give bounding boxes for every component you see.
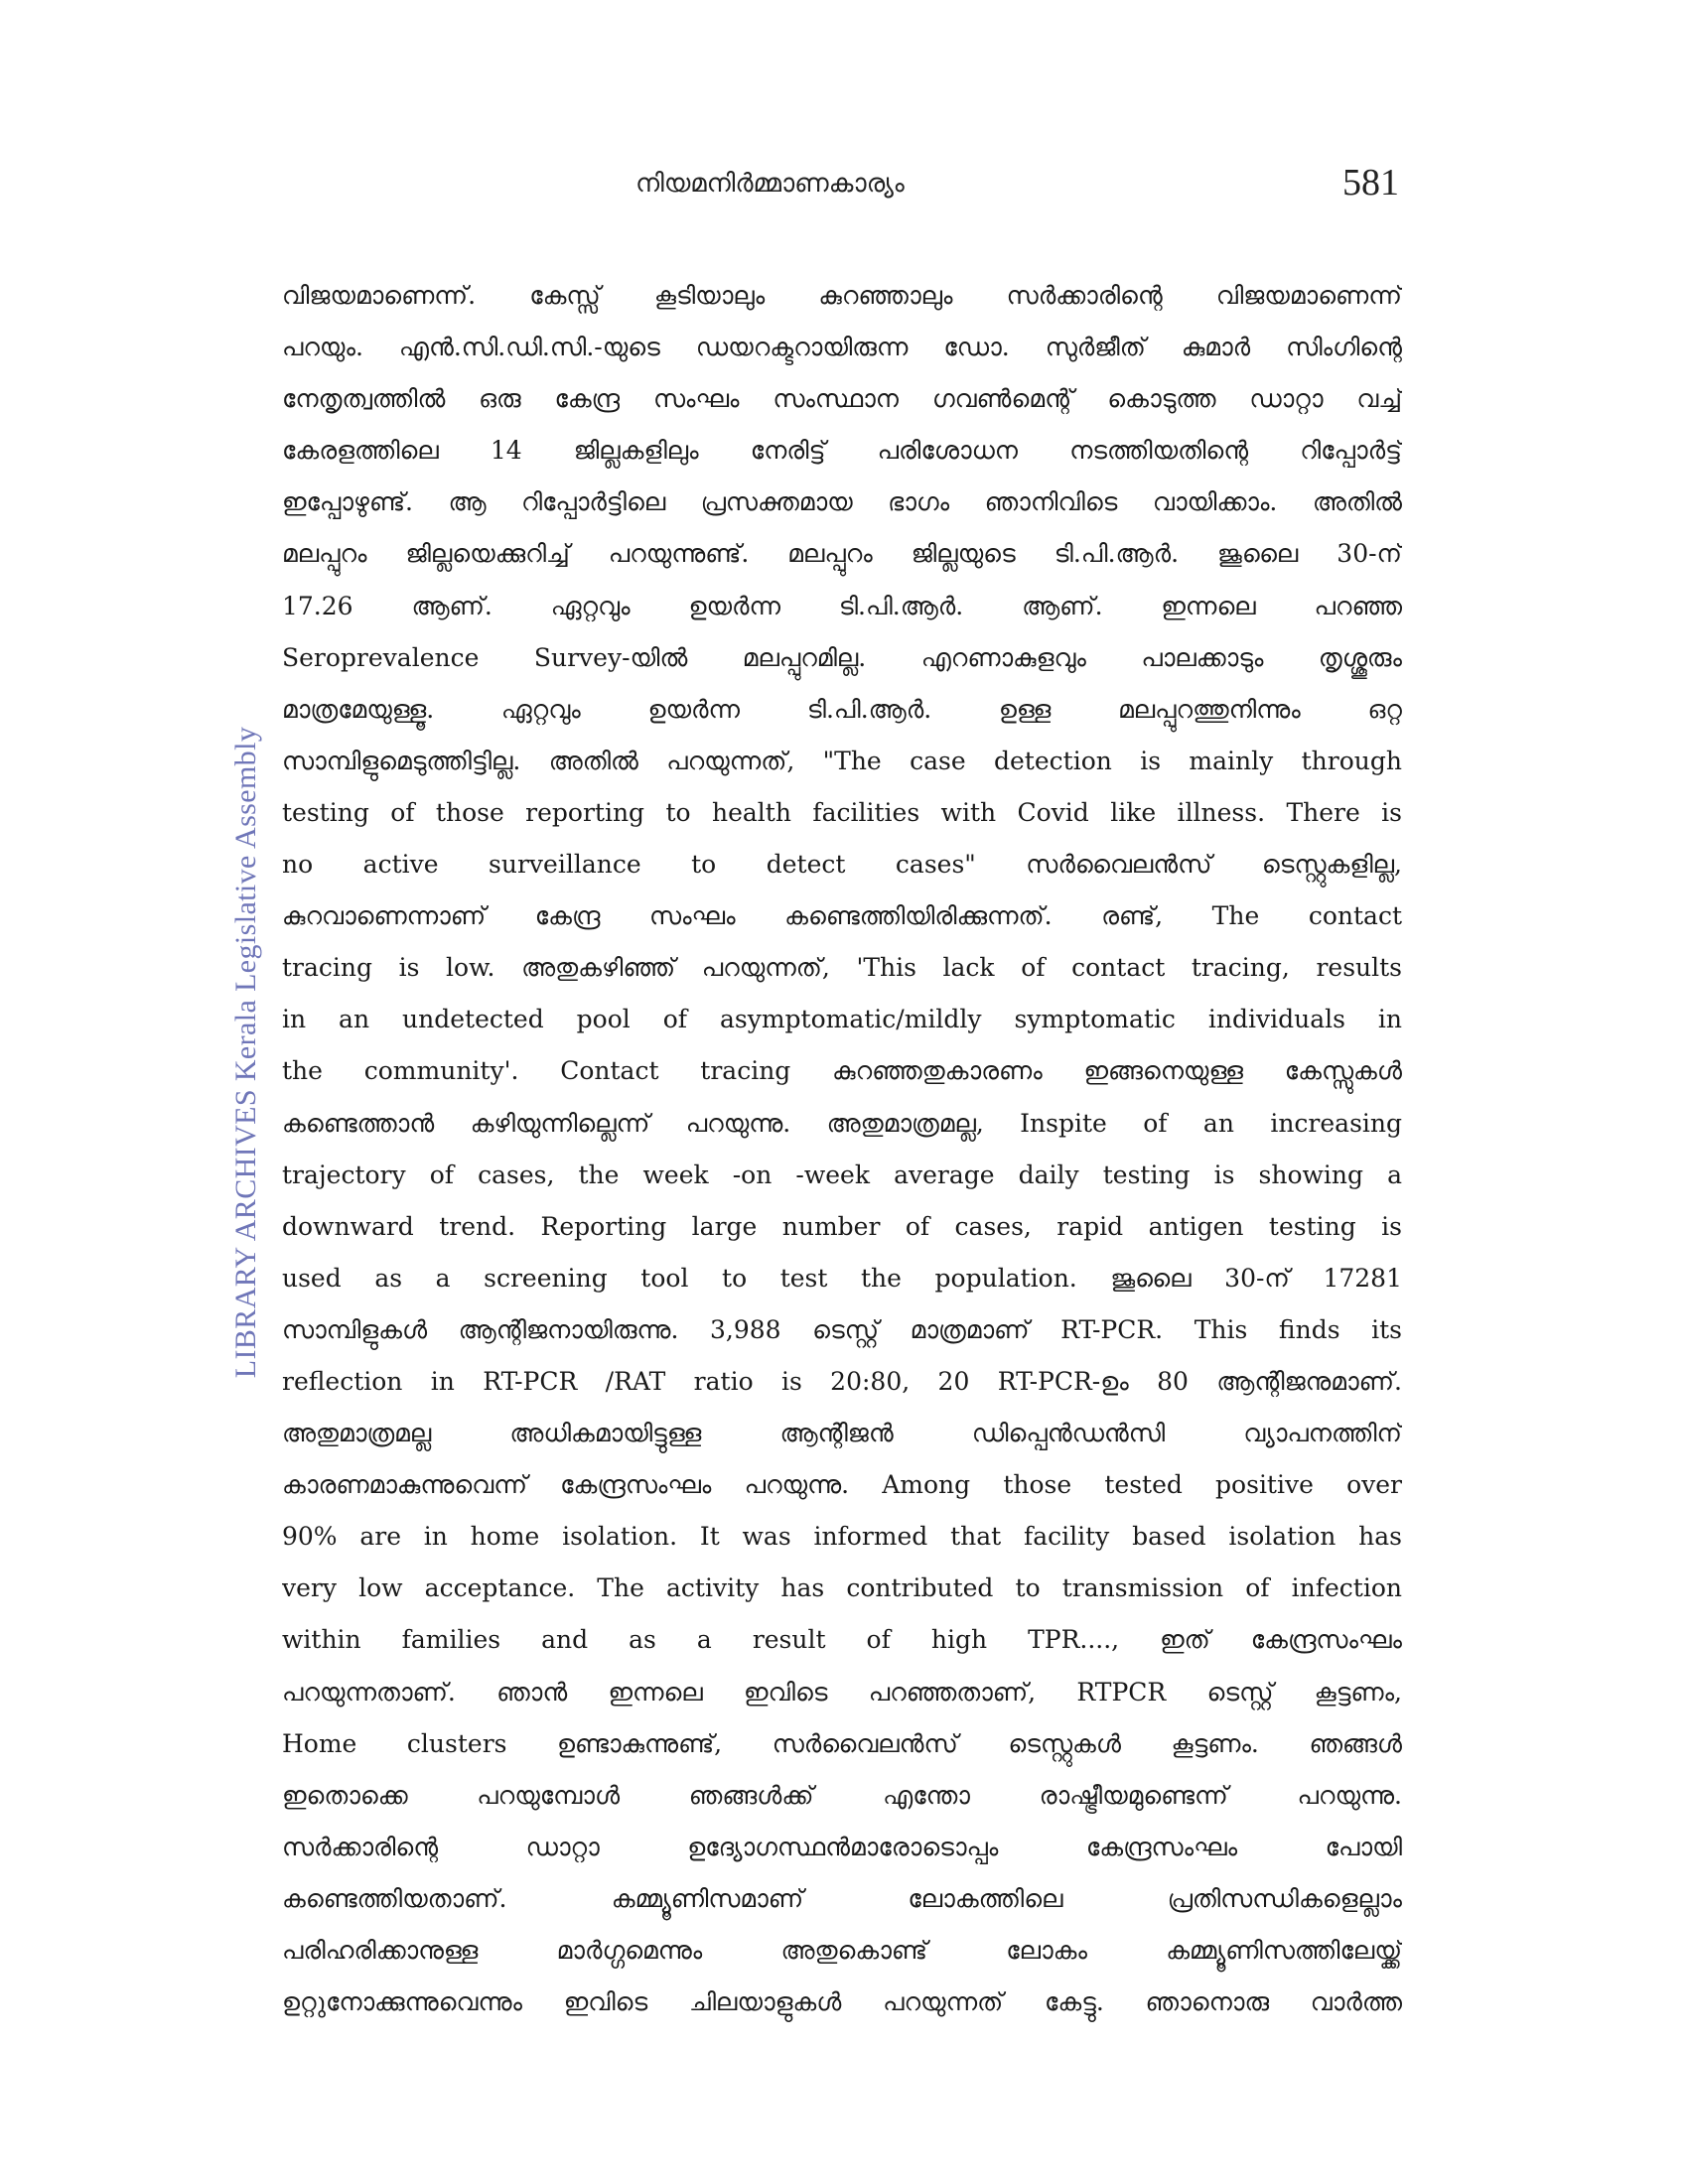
- text-line: നേതൃത്വത്തിൽ ഒരു കേന്ദ്ര സംഘം സംസ്ഥാന ഗവൺമെന്റ് കൊടുത്ത ഡാറ്റാ വച്ച്: [282, 384, 1402, 414]
- text-line: കുറവാണെന്നാണ് കേന്ദ്ര സംഘം കണ്ടെത്തിയിരിക്കുന്നത്. രണ്ട്, The contact: [282, 901, 1402, 931]
- text-line: പറയും. എൻ.സി.ഡി.സി.-യുടെ ഡയറക്ടറായിരുന്ന ഡോ. സുർജീത് കുമാർ സിംഗിന്റെ: [282, 333, 1402, 362]
- text-line: സർക്കാരിന്റെ ഡാറ്റാ ഉദ്യോഗസ്ഥൻമാരോടൊപ്പം കേന്ദ്രസംഘം പോയി: [282, 1832, 1402, 1861]
- text-line: 90% are in home isolation. It was informed that facility based isolation has: [282, 1522, 1402, 1552]
- text-line: കേരളത്തിലെ 14 ജില്ലകളിലും നേരിട്ട് പരിശോധന നടത്തിയതിന്റെ റിപ്പോർട്ട്: [282, 436, 1402, 466]
- text-line: tracing is low. അതുകഴിഞ്ഞ് പറയുന്നത്, 'This lack of contact tracing, results: [282, 953, 1402, 983]
- text-line: മാത്രമേയുള്ളൂ. ഏറ്റവും ഉയർന്ന ടി.പി.ആർ. ഉള്ള മലപ്പുറത്തുനിന്നും ഒറ്റ: [282, 694, 1402, 724]
- text-line: പരിഹരിക്കാനുള്ള മാർഗ്ഗമെന്നും അതുകൊണ്ട് ലോകം കമ്മ്യൂണിസത്തിലേയ്ക്ക്: [282, 1936, 1402, 1965]
- text-line: സാമ്പിളുകൾ ആന്റിജനായിരുന്നു. 3,988 ടെസ്റ്റ് മാത്രമാണ് RT-PCR. This finds its: [282, 1314, 1402, 1344]
- watermark-text: LIBRARY ARCHIVES Kerala Legislative Assembly: [229, 726, 262, 1379]
- running-header: [0, 162, 1688, 206]
- text-line: വിജയമാണെന്ന്. കേസ്സ് കൂടിയാലും കുറഞ്ഞാലും സർക്കാരിന്റെ വിജയമാണെന്ന്: [282, 281, 1402, 310]
- text-line: very low acceptance. The activity has contributed to transmission of infection: [282, 1573, 1402, 1603]
- text-line: സാമ്പിളുമെടുത്തിട്ടില്ല. അതിൽ പറയുന്നത്, "The case detection is mainly through: [282, 746, 1402, 775]
- text-line: downward trend. Reporting large number of cases, rapid antigen testing is: [282, 1211, 1402, 1241]
- text-line: in an undetected pool of asymptomatic/mildly symptomatic individuals in: [282, 1005, 1402, 1034]
- text-line: കാരണമാകുന്നുവെന്ന് കേന്ദ്രസംഘം പറയുന്നു. Among those tested positive over: [282, 1470, 1402, 1500]
- text-line: trajectory of cases, the week -on -week average daily testing is showing a: [282, 1160, 1402, 1189]
- text-line: കണ്ടെത്തിയതാണ്. കമ്മ്യൂണിസമാണ് ലോകത്തിലെ പ്രതിസന്ധികളെല്ലാം: [282, 1883, 1402, 1913]
- text-line: Home clusters ഉണ്ടാകുന്നുണ്ട്, സർവൈലൻസ് ടെസ്റ്റുകൾ കൂട്ടണം. ഞങ്ങൾ: [282, 1728, 1402, 1758]
- text-line: reflection in RT-PCR /RAT ratio is 20:80, 20 RT-PCR-ഉം 80 ആന്റിജനുമാണ്.: [282, 1366, 1402, 1396]
- text-line: കണ്ടെത്താൻ കഴിയുന്നില്ലെന്ന് പറയുന്നു. അതുമാത്രമല്ല, Inspite of an increasing: [282, 1108, 1402, 1138]
- running-title: നിയമനിർമ്മാണകാര്യം: [635, 169, 905, 199]
- body-text: [282, 270, 1402, 2028]
- text-line: Seroprevalence Survey-യിൽ മലപ്പുറമില്ല. എറണാകുളവും പാലക്കാടും തൃശ്ശൂരും: [282, 642, 1402, 672]
- text-line: testing of those reporting to health facilities with Covid like illness. There is: [282, 797, 1402, 827]
- page-number: 581: [1342, 162, 1399, 204]
- text-line: അതുമാത്രമല്ല അധികമായിട്ടുള്ള ആന്റിജൻ ഡിപ്പെൻഡൻസി വ്യാപനത്തിന്: [282, 1419, 1402, 1448]
- text-line: the community'. Contact tracing കുറഞ്ഞതുകാരണം ഇങ്ങനെയുള്ള കേസ്സുകൾ: [282, 1056, 1402, 1086]
- text-line: പറയുന്നതാണ്. ഞാൻ ഇന്നലെ ഇവിടെ പറഞ്ഞതാണ്, RTPCR ടെസ്റ്റ് കൂട്ടണം,: [282, 1677, 1402, 1706]
- text-line: 17.26 ആണ്. ഏറ്റവും ഉയർന്ന ടി.പി.ആർ. ആണ്. ഇന്നലെ പറഞ്ഞ: [282, 591, 1402, 620]
- text-line: മലപ്പുറം ജില്ലയെക്കുറിച്ച് പറയുന്നുണ്ട്. മലപ്പുറം ജില്ലയുടെ ടി.പി.ആർ. ജൂലൈ 30-ന്: [282, 539, 1402, 569]
- text-line: no active surveillance to detect cases" സർവൈലൻസ് ടെസ്റ്റുകളില്ല,: [282, 850, 1402, 880]
- text-line: ഇപ്പോഴുണ്ട്. ആ റിപ്പോർട്ടിലെ പ്രസക്തമായ ഭാഗം ഞാനിവിടെ വായിക്കാം. അതിൽ: [282, 487, 1402, 517]
- text-line: used as a screening tool to test the population. ജൂലൈ 30-ന് 17281: [282, 1263, 1402, 1293]
- text-line: ഇതൊക്കെ പറയുമ്പോൾ ഞങ്ങൾക്ക് എന്തോ രാഷ്ട്രീയമുണ്ടെന്ന് പറയുന്നു.: [282, 1780, 1402, 1810]
- text-line: within families and as a result of high TPR...., ഇത് കേന്ദ്രസംഘം: [282, 1625, 1402, 1655]
- text-line: ഉറ്റുനോക്കുന്നുവെന്നും ഇവിടെ ചിലയാളുകൾ പറയുന്നത് കേട്ടു. ഞാനൊരു വാർത്ത: [282, 1987, 1402, 2017]
